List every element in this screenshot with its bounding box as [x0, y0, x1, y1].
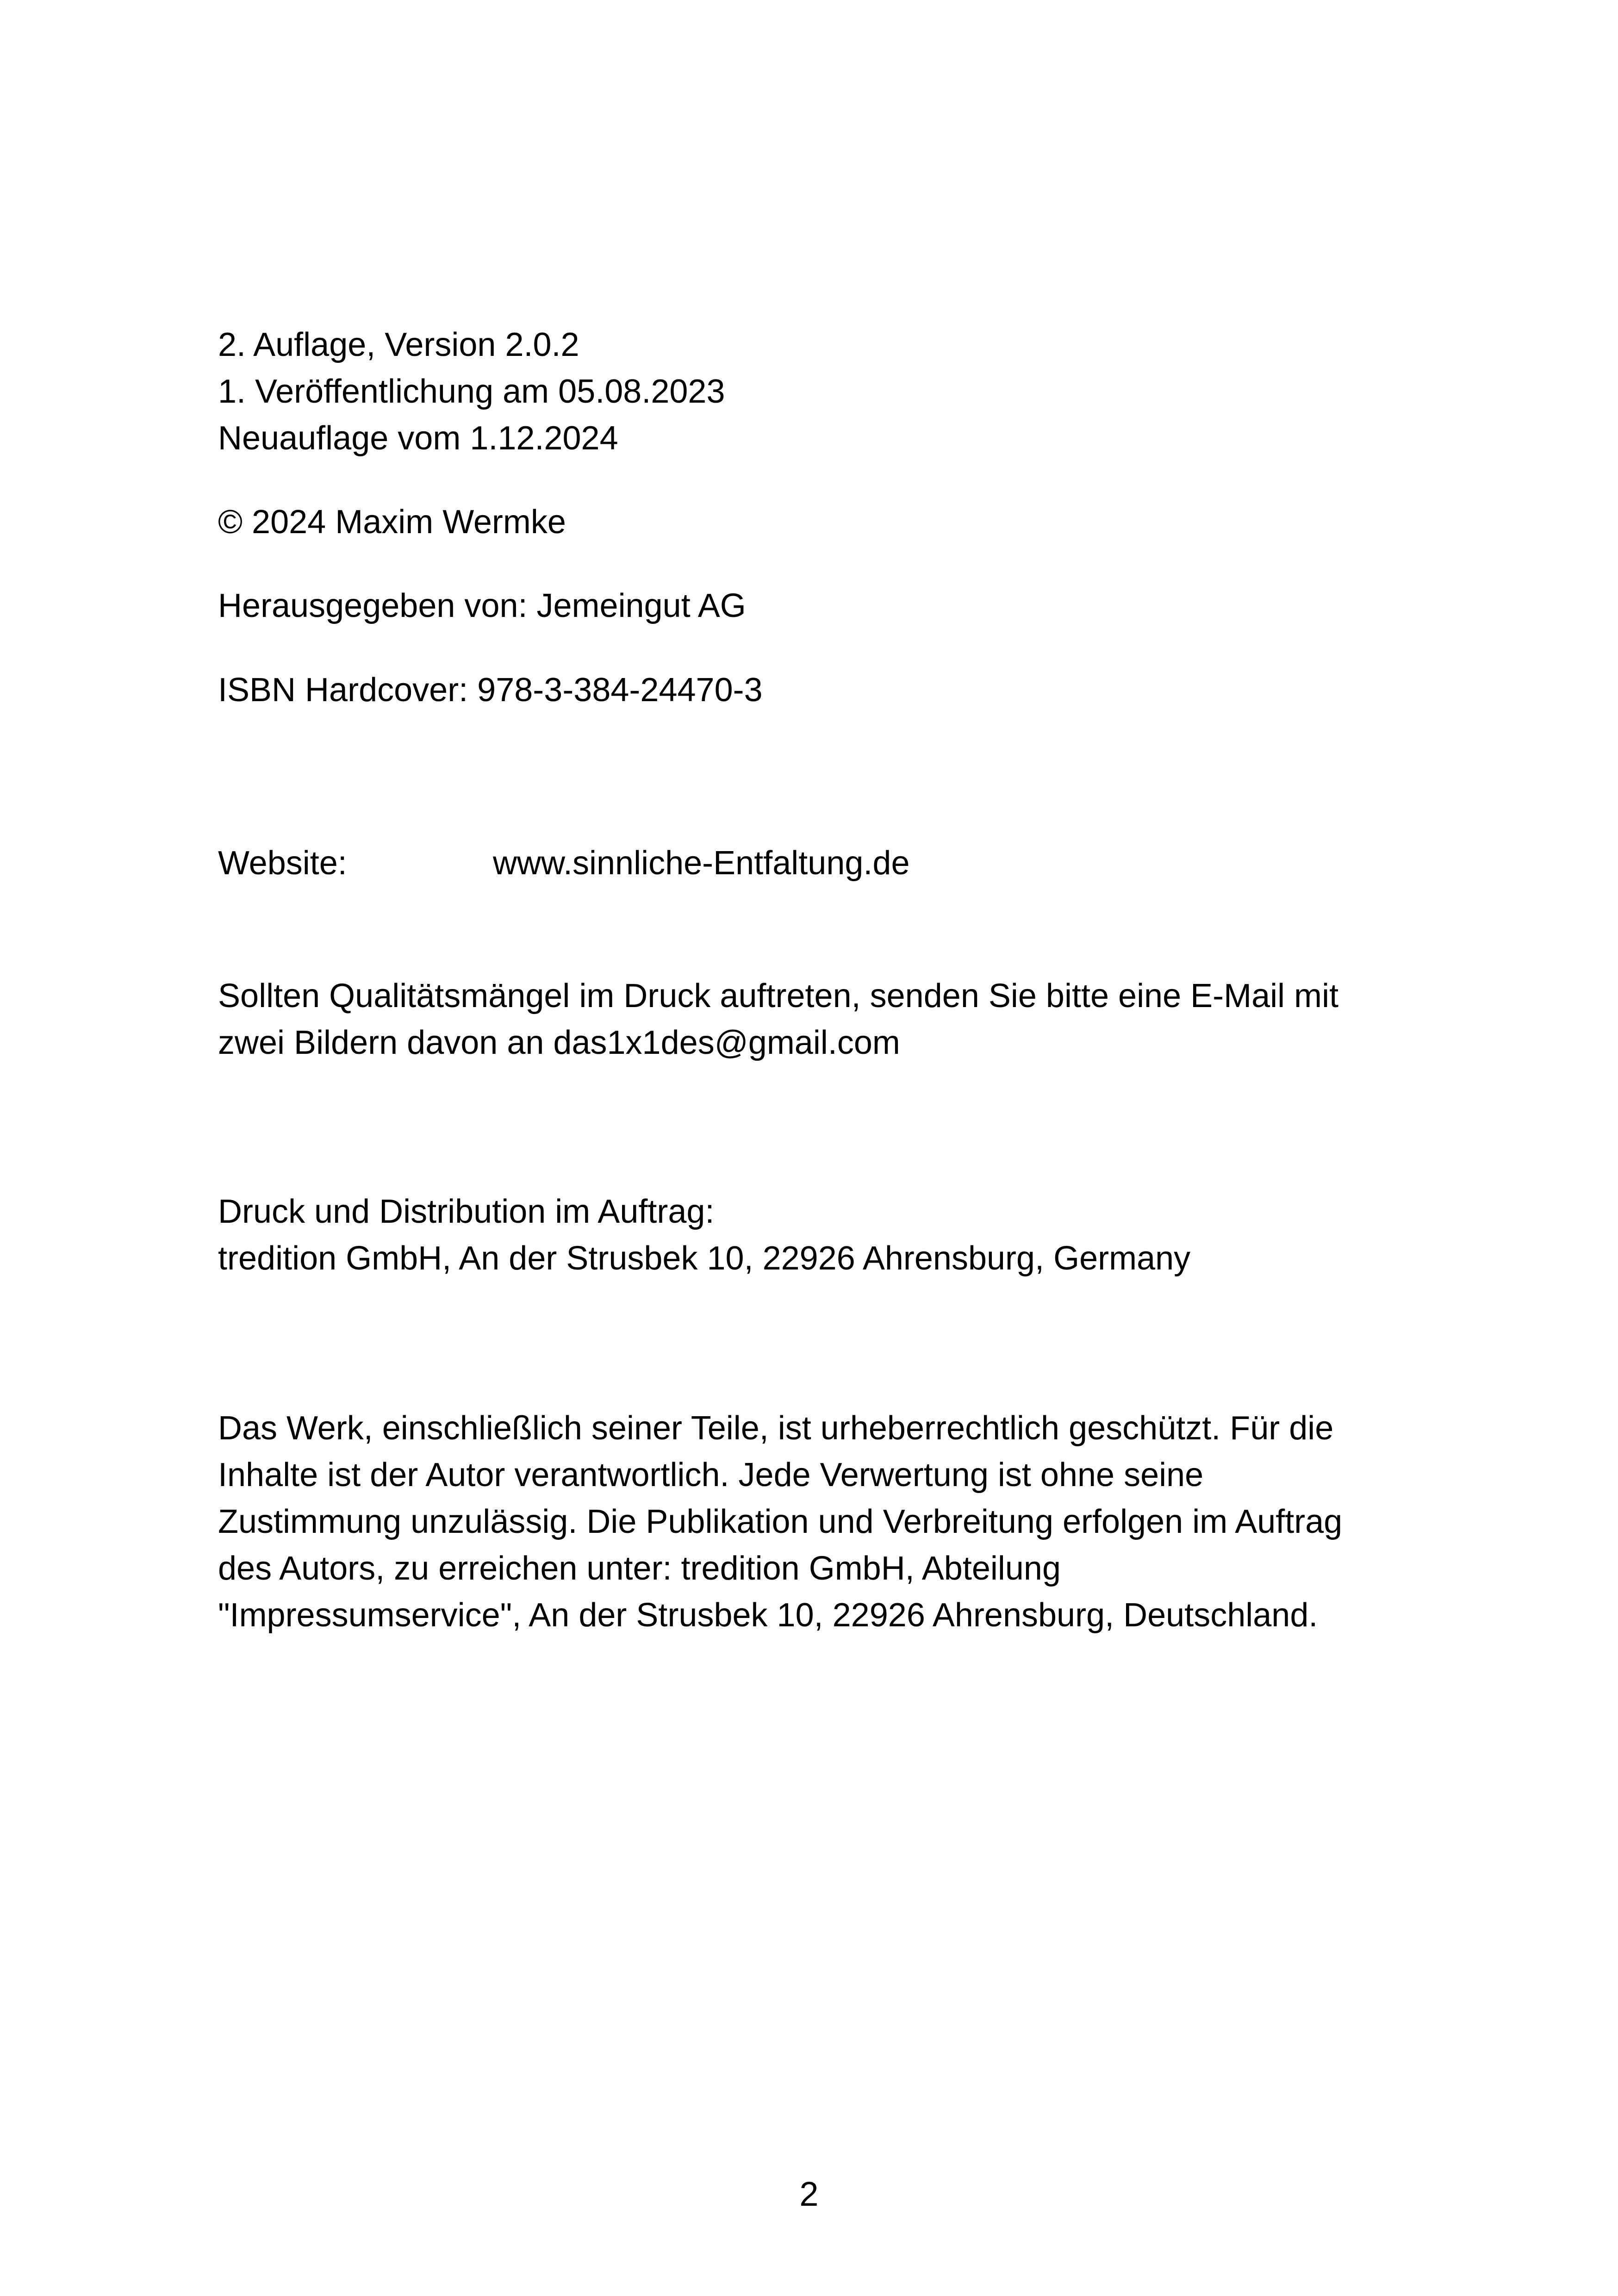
- legal-notice-line: "Impressumservice", An der Strusbek 10, 22926 Ahrensburg, Deutschland.: [218, 1597, 1318, 1634]
- website-url: www.sinnliche-Entfaltung.de: [493, 845, 910, 882]
- legal-notice-line: Inhalte ist der Autor verantwortlich. Jede Verwertung ist ohne seine: [218, 1456, 1204, 1493]
- legal-notice-line: Zustimmung unzulässig. Die Publikation und Verbreitung erfolgen im Auftrag: [218, 1503, 1343, 1540]
- quality-notice-line: Sollten Qualitätsmängel im Druck auftreten, senden Sie bitte eine E-Mail mit: [218, 977, 1339, 1014]
- legal-notice-line: des Autors, zu erreichen unter: tredition GmbH, Abteilung: [218, 1550, 1061, 1587]
- publisher-line: Herausgegeben von: Jemeingut AG: [218, 587, 746, 624]
- quality-notice-line: zwei Bildern davon an das1x1des@gmail.com: [218, 1024, 900, 1061]
- isbn-line: ISBN Hardcover: 978-3-384-24470-3: [218, 672, 763, 709]
- copyright-line: © 2024 Maxim Wermke: [218, 504, 566, 541]
- legal-notice-line: Das Werk, einschließlich seiner Teile, ist urheberrechtlich geschützt. Für die: [218, 1410, 1334, 1447]
- print-distribution-line: tredition GmbH, An der Strusbek 10, 22926 Ahrensburg, Germany: [218, 1240, 1191, 1277]
- first-publication-line: 1. Veröffentlichung am 05.08.2023: [218, 373, 725, 410]
- print-distribution-line: Druck und Distribution im Auftrag:: [218, 1193, 715, 1230]
- reissue-line: Neuauflage vom 1.12.2024: [218, 420, 618, 457]
- edition-line: 2. Auflage, Version 2.0.2: [218, 326, 579, 363]
- website-label: Website:: [218, 845, 347, 882]
- page-number: 2: [799, 2175, 819, 2213]
